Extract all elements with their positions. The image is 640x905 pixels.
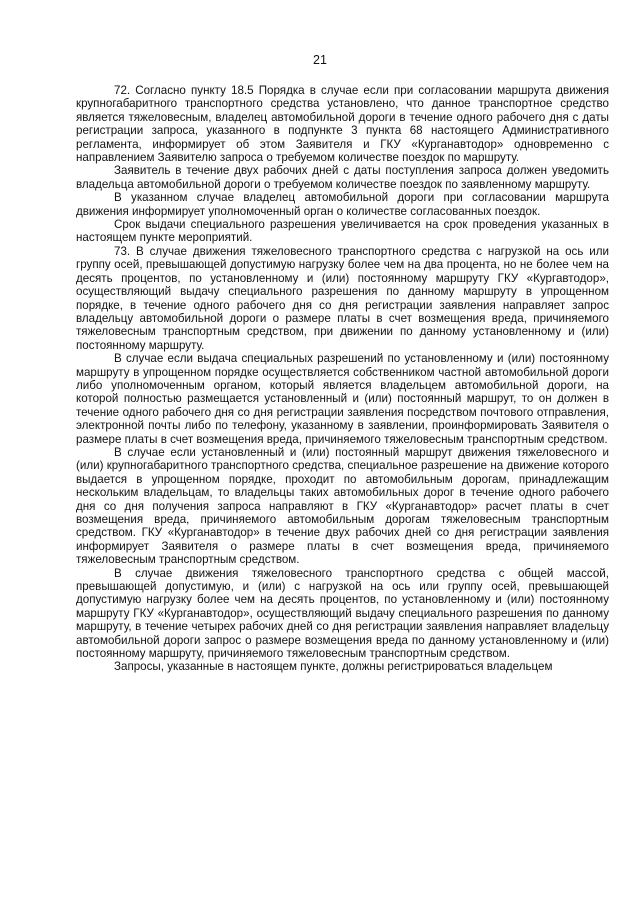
- paragraph-heavy-vehicle: В случае движения тяжеловесного транспортного средства с общей массой, превышающей допустимую, и (или) с нагрузкой на ось или группу осей, превышающей допустимую нагрузку более чем на десять процентов, по установленному и (или) постоянному маршруту ГКУ «Курганавтодор», осуществляющий выдачу специального разрешения по данному маршруту, в течение четырех рабочих дней со дня регистрации заявления направляет владельцу автомобильной дороги запрос о размере возмещения вреда по данному установленному и (или) постоянному маршруту, причиняемого тяжеловесным транспортным средством.: [76, 566, 609, 661]
- document-body: [76, 84, 609, 674]
- paragraph-term-extension: Срок выдачи специального разрешения увеличивается на срок проведения указанных в настоящем пункте мероприятий.: [76, 218, 609, 245]
- paragraph-owner-informs: В указанном случае владелец автомобильной дороги при согласовании маршрута движения информирует уполномоченный орган о количестве согласованных поездок.: [76, 191, 609, 218]
- paragraph-applicant-notice: Заявитель в течение двух рабочих дней с даты поступления запроса должен уведомить владельца автомобильной дороги о требуемом количестве поездок по заявленному маршруту.: [76, 164, 609, 191]
- paragraph-multiple-owners: В случае если установленный и (или) постоянный маршрут движения тяжеловесного и (или) крупногабаритного транспортного средства, специальное разрешение на движение которого выдается в упрощенном порядке, проходит по автомобильным дорогам, принадлежащим нескольким владельцам, то владельцы таких автомобильных дорог в течение одного рабочего дня со дня получения запроса направляют в ГКУ «Курганавтодор» расчет платы в счет возмещения вреда, причиняемого автомобильным дорогам тяжеловесным транспортным средством. ГКУ «Курганавтодор» в течение двух рабочих дней со дня регистрации заявления информирует Заявителя о размере платы в счет возмещения вреда, причиняемого тяжеловесным транспортным средством.: [76, 445, 609, 567]
- paragraph-private-road: В случае если выдача специальных разрешений по установленному и (или) постоянному маршруту в упрощенном порядке осуществляется собственником частной автомобильной дороги либо уполномоченным органом, который является владельцем автомобильной дороги, на которой полностью размещается установленный и (или) постоянный маршрут, то он должен в течение одного рабочего дня со дня регистрации заявления посредством почтового отправления, электронной почты либо по телефону, указанному в заявлении, проинформировать Заявителя о размере платы в счет возмещения вреда, причиняемого тяжеловесным транспортным средством.: [76, 352, 609, 446]
- paragraph-72: 72. Согласно пункту 18.5 Порядка в случае если при согласовании маршрута движения крупногабаритного транспортного средства установлено, что данное транспортное средство является тяжеловесным, владелец автомобильной дороги в течение одного рабочего дня с даты регистрации запроса, указанного в подпункте 3 пункта 68 настоящего Административного регламента, информирует об этом Заявителя и ГКУ «Курганавтодор» одновременно с направлением Заявителю запроса о требуемом количестве поездок по маршруту.: [76, 84, 609, 165]
- page-number: 21: [313, 53, 327, 67]
- paragraph-73: 73. В случае движения тяжеловесного транспортного средства с нагрузкой на ось или группу осей, превышающей допустимую нагрузку более чем на два процента, но не более чем на десять процентов, по установленному и (или) постоянному маршруту ГКУ «Кургавтодор», осуществляющий выдачу специального разрешения по данному маршруту в упрощенном порядке, в течение одного рабочего дня со дня регистрации заявления направляет запрос владельцу автомобильной дороги о размере платы в счет возмещения вреда, причиняемого тяжеловесным транспортным средством, при движении по данному установленному и (или) постоянному маршруту.: [76, 244, 609, 352]
- paragraph-requests: Запросы, указанные в настоящем пункте, должны регистрироваться владельцем: [114, 660, 553, 674]
